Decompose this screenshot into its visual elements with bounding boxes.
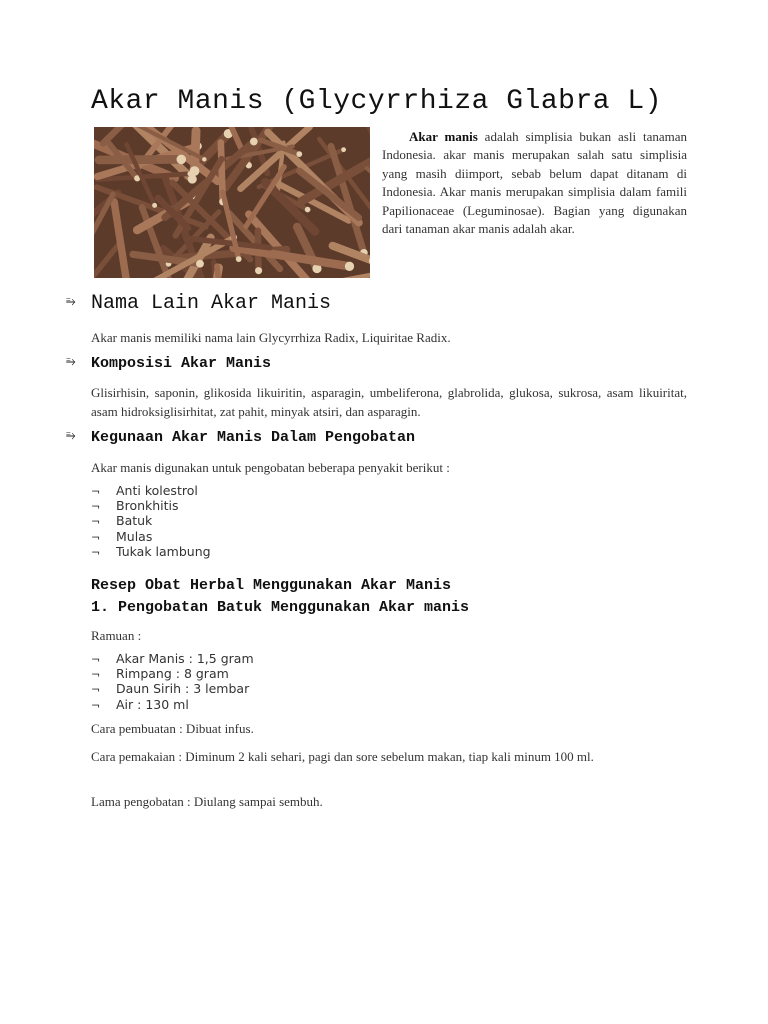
- section-bullet-icon: ⥱: [66, 294, 76, 308]
- root-stick: [99, 159, 181, 160]
- root-cut-end: [202, 157, 206, 161]
- heading-kegunaan: Kegunaan Akar Manis Dalam Pengobatan: [91, 429, 416, 446]
- list-bullet-icon: ¬: [91, 515, 101, 529]
- kegunaan-text: Akar manis digunakan untuk pengobatan beberapa penyakit berikut :: [91, 460, 450, 475]
- list-item: ¬ Mulas: [91, 528, 153, 544]
- root-stick: [195, 131, 197, 171]
- list-item: ¬ Bronkhitis: [91, 498, 179, 514]
- root-cut-end: [176, 155, 186, 165]
- root-cut-end: [345, 262, 354, 271]
- root-cut-end: [255, 267, 262, 274]
- ramuan-label: Ramuan :: [91, 628, 142, 643]
- subheading-pengobatan-batuk: 1. Pengobatan Batuk Menggunakan Akar manis: [91, 599, 470, 616]
- root-cut-end: [152, 203, 157, 208]
- komposisi-text: Glisirhisin, saponin, glikosida likuiritin, asparagin, umbeliferona, glabrolida, glukosa, sukrosa, asam likuiritat, asam hidroksiglisirhitat, zat pahit, minyak atsiri, dan asparagin.: [91, 385, 687, 419]
- section-bullet-icon: ⥱: [66, 354, 76, 368]
- cara-pemakaian: Cara pemakaian : Diminum 2 kali sehari, pagi dan sore sebelum makan, tiap kali minum 100 ml.: [91, 749, 594, 764]
- list-bullet-icon: ¬: [91, 698, 101, 712]
- list-bullet-icon: ¬: [91, 668, 101, 682]
- list-item: ¬ Air : 130 ml: [91, 696, 189, 712]
- heading-nama-lain: Nama Lain Akar Manis: [91, 292, 332, 315]
- list-bullet-icon: ¬: [91, 500, 101, 514]
- list-bullet-icon: ¬: [91, 545, 101, 559]
- root-cut-end: [341, 147, 346, 152]
- licorice-root-photo: [94, 127, 370, 278]
- ingredient-list: [91, 652, 254, 713]
- heading-komposisi: Komposisi Akar Manis: [91, 355, 272, 372]
- list-item: ¬ Akar Manis : 1,5 gram: [91, 651, 254, 666]
- root-cut-end: [236, 256, 242, 262]
- list-item: ¬ Anti kolestrol: [91, 483, 198, 498]
- root-cut-end: [250, 138, 258, 146]
- root-cut-end: [305, 207, 311, 213]
- kegunaan-list: [91, 484, 211, 560]
- root-cut-end: [296, 151, 302, 157]
- lama-pengobatan: Lama pengobatan : Diulang sampai sembuh.: [91, 794, 323, 809]
- intro-text: adalah simplisia bukan asli tanaman Indonesia. akar manis merupakan salah satu simplisia yang masih diimport, sebab belum dapat ditanam di Indonesia. Akar manis merupakan simplisia dalam famili Papilionaceae (Leguminosae). Bagian yang digunakan dari tanaman akar manis adalah akar.: [382, 129, 687, 237]
- cara-pembuatan: Cara pembuatan : Dibuat infus.: [91, 721, 254, 736]
- intro-paragraph: [382, 128, 687, 238]
- root-cut-end: [196, 260, 204, 268]
- list-bullet-icon: ¬: [91, 485, 101, 498]
- heading-resep: Resep Obat Herbal Menggunakan Akar Manis: [91, 577, 452, 594]
- list-item: ¬ Rimpang : 8 gram: [91, 666, 229, 682]
- list-bullet-icon: ¬: [91, 530, 101, 544]
- page-title: Akar Manis (Glycyrrhiza Glabra L): [91, 86, 662, 117]
- section-bullet-icon: ⥱: [66, 428, 76, 442]
- list-bullet-icon: ¬: [91, 653, 101, 666]
- root-cut-end: [190, 166, 200, 176]
- nama-lain-text: Akar manis memiliki nama lain Glycyrrhiza Radix, Liquiritae Radix.: [91, 330, 451, 345]
- list-item: ¬ Daun Sirih : 3 lembar: [91, 681, 250, 697]
- list-item: ¬ Batuk: [91, 513, 153, 529]
- list-bullet-icon: ¬: [91, 683, 101, 697]
- intro-lead: Akar manis: [409, 129, 478, 144]
- list-item: ¬ Tukak lambung: [91, 543, 211, 559]
